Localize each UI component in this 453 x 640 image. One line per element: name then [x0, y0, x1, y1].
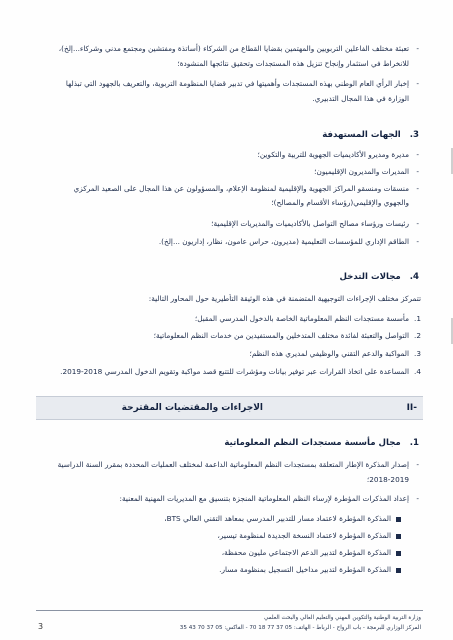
numbered-item	[36, 331, 421, 341]
measure-bullet	[36, 494, 419, 505]
item-text: التواصل والتعبئة لفائدة مختلف المتدخلين والمستفيدين من خدمات النظم المعلوماتية؛	[153, 331, 409, 340]
dash-bullet-icon: -	[416, 219, 419, 228]
item-text: مأسسة مستجدات النظم المعلوماتية الخاصة بالدخول المدرسي المقبل؛	[194, 314, 409, 323]
dash-bullet-icon: -	[416, 167, 419, 176]
target-bullet-line: منسقات ومنسقو المراكز الجهوية والإقليمية لمنظومة الإعلام، والمسؤولون عن هذا المجال على الصعيد المركزي	[73, 184, 409, 193]
footer-address: المركز الوزاري للبرمجة - باب الرواح - الرباط - الهاتف: 05 37 77 18 70 - الفاكس: 05 37 70 43 35	[179, 625, 421, 631]
numbered-item	[36, 314, 421, 324]
item-text: المساعدة على اتخاذ القرارات عبر توفير بيانات ومؤشرات للتتبع قصد مواكبة وتقويم الدخول المدرسي 2018-2019.	[60, 367, 409, 376]
dash-bullet-icon: -	[416, 237, 419, 246]
section-title: الجهات المستهدفة	[322, 130, 401, 140]
memo-item-text: المذكرة المؤطرة لاعتماد النسخة الجديدة لمنظومة تيسير،	[217, 531, 391, 540]
memo-item	[36, 514, 391, 525]
section-roman-number: II-	[406, 403, 417, 413]
target-bullet	[36, 150, 419, 161]
target-bullet	[36, 237, 419, 248]
memo-item-text: المذكرة المؤطرة لاعتماد مسار للتدبير المدرسي بمعاهد التقني العالي BTS،	[164, 514, 391, 523]
section-3-heading	[322, 130, 419, 140]
section-title: مجالات التدخل	[339, 272, 401, 282]
intro-bullet-line: الوزارة في هذا المجال التدبيري.	[312, 93, 409, 103]
target-bullet	[36, 167, 419, 178]
section-4-intro: تتمركز مختلف الإجراءات التوجيهية المتضمنة في هذه الوثيقة التأطيرية حول المحاور التالية:	[148, 294, 421, 303]
item-number: 1.	[414, 314, 421, 323]
target-bullet-line: مديرة ومديرو الأكاديميات الجهوية للتربية والتكوين؛	[257, 150, 409, 159]
target-bullet-line: رئيسات ورؤساء مصالح التواصل بالأكاديميات والمديريات الإقليمية؛	[211, 219, 409, 228]
square-bullet-icon	[396, 534, 401, 539]
dash-bullet-icon: -	[416, 460, 419, 469]
footer-ministry: وزارة التربية الوطنية والتكوين المهني والتعليم العالي والبحث العلمي	[263, 615, 421, 621]
section-number: 1.	[409, 438, 419, 448]
square-bullet-icon	[396, 551, 401, 556]
section-title: مجال مأسسة مستجدات النظم المعلوماتية	[224, 438, 401, 448]
item-text: المواكبة والدعم التقني والوظيفي لمديري هذه النظم؛	[249, 349, 409, 358]
memo-item-text: المذكرة المؤطرة لتدبير مداخيل التسجيل بمنظومة مسار.	[219, 565, 391, 574]
dash-bullet-icon: -	[416, 79, 419, 88]
section-number: 4.	[409, 272, 419, 282]
target-bullet-line: الطاقم الإداري للمؤسسات التعليمية (مديرون، حراس عامون، نظار، إداريون ...إلخ).	[158, 237, 409, 246]
target-bullet	[36, 184, 419, 208]
intro-bullet	[36, 44, 419, 69]
section-number: 3.	[409, 130, 419, 140]
square-bullet-icon	[396, 517, 401, 522]
measure-bullet-line: 2018-2019؛	[366, 474, 409, 484]
numbered-item	[36, 349, 421, 359]
dash-bullet-icon: -	[416, 494, 419, 503]
numbered-item	[36, 367, 421, 377]
intro-bullet-line: إخبار الرأي العام الوطني بهذه المستجدات وأهميتها في تدبير قضايا المنظومة التربوية، والتعريف بالجهود التي تبذلها	[65, 79, 409, 88]
memo-item-text: المذكرة المؤطرة لتدبير الدعم الاجتماعي مليون محفظة،	[221, 548, 391, 557]
dash-bullet-icon: -	[416, 184, 419, 193]
memo-item	[36, 565, 391, 576]
intro-bullet-line: للانخراط في استثمار وإنجاح تنزيل هذه المستجدات وتحقيق نتائجها المنشودة؛	[177, 58, 409, 68]
target-bullet-line: والجهوي والإقليمي(رؤساء الأقسام والمصالح)؛	[271, 197, 409, 207]
measure-bullet-line: إصدار المذكرة الإطار المتعلقة بمستجدات النظم المعلوماتية الداعمة لمختلف العمليات المحددة بمقرر السنة الدراسية	[57, 460, 409, 469]
measure-bullet-line: إعداد المذكرات المؤطرة لإرساء النظم المعلوماتية المنجزة بتنسيق مع المديريات المهنية المعنية:	[119, 494, 409, 503]
section-4-heading	[339, 272, 419, 282]
target-bullet	[36, 219, 419, 230]
item-number: 2.	[414, 331, 421, 340]
intro-bullet	[36, 79, 419, 104]
subsection-1-heading	[224, 438, 419, 448]
memo-item	[36, 548, 391, 559]
item-number: 3.	[414, 349, 421, 358]
item-number: 4.	[414, 367, 421, 376]
dash-bullet-icon: -	[416, 44, 419, 53]
section-ii-title: الاجراءات والمقتضيات المقترحة	[121, 403, 263, 413]
memo-item	[36, 531, 391, 542]
measure-bullet	[36, 460, 419, 485]
page-number: 3	[38, 622, 44, 631]
section-ii-banner	[36, 396, 423, 420]
square-bullet-icon	[396, 568, 401, 573]
footer-divider	[36, 610, 423, 611]
dash-bullet-icon: -	[416, 150, 419, 159]
intro-bullet-line: تعبئة مختلف الفاعلين التربويين والمهتمين بقضايا القطاع من الشركاء (أساتذة ومفتشين ومجتمع مدني وشركاء...إلخ)،	[58, 44, 409, 53]
target-bullet-line: المديرات والمديرون الإقليميون؛	[314, 167, 409, 176]
